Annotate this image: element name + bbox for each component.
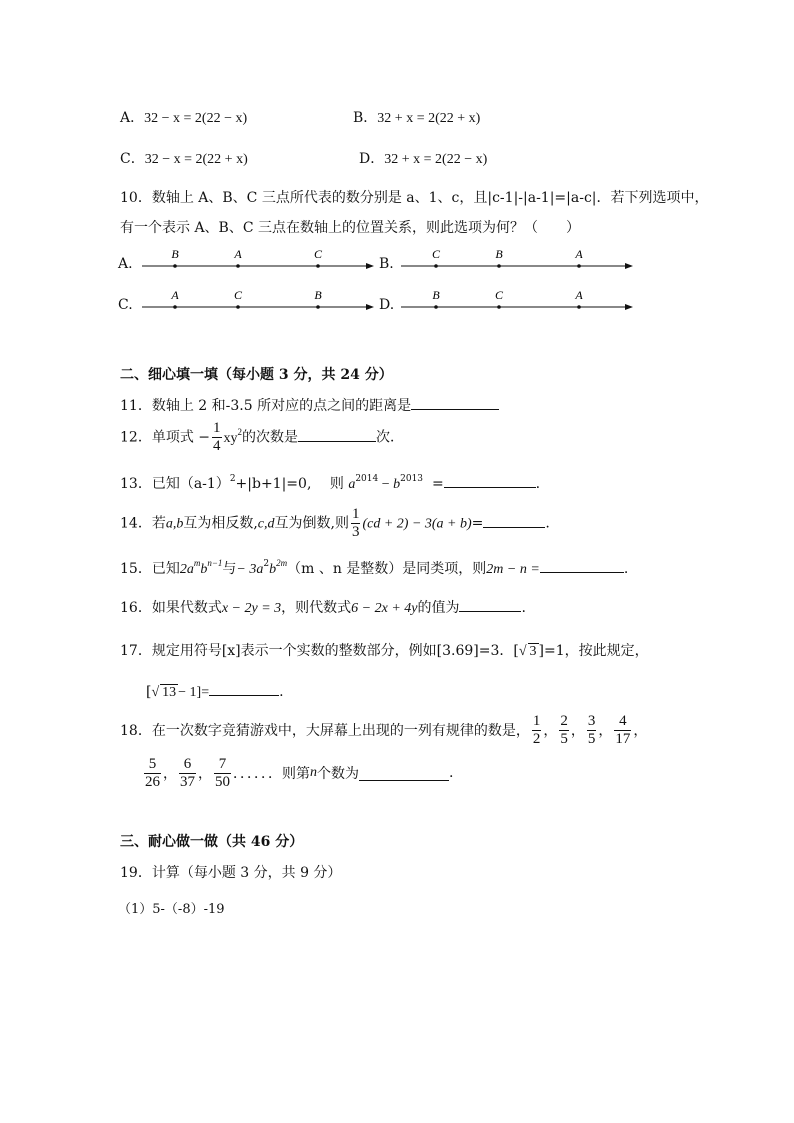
q15-expression: 2m − n =	[486, 562, 540, 577]
numerator: 5	[148, 755, 157, 772]
q11-text: 11．数轴上 2 和-3.5 所对应的点之间的距离是	[120, 398, 412, 414]
q15-prefix: 15．已知	[120, 561, 180, 577]
q16-expr2: 6 − 2x + 4y	[351, 601, 418, 616]
q10-option-d-axis	[401, 287, 633, 315]
answer-blank[interactable]	[483, 513, 545, 528]
exponent: 2m	[276, 558, 288, 568]
axis-arrow	[366, 304, 374, 310]
q17-bracket: [	[146, 684, 152, 700]
section-2-heading: 二、细心填一填（每小题 3 分，共 24 分）	[120, 367, 393, 383]
exponent: 2013	[400, 474, 424, 484]
answer-blank[interactable]	[540, 558, 624, 573]
fraction	[532, 713, 542, 748]
q9-option-a-label: A．	[120, 110, 145, 126]
answer-blank[interactable]	[359, 766, 449, 781]
var-a: a	[348, 477, 356, 492]
numerator: 2	[560, 712, 568, 729]
section-3-heading: 三、耐心做一做（共 46 分）	[120, 834, 304, 850]
q9-option-b	[353, 107, 480, 127]
period: .	[449, 765, 454, 781]
equals: =	[471, 515, 484, 532]
q10-option-d-label: D.	[379, 297, 395, 313]
q10-option-b-axis	[401, 246, 633, 274]
monomial-vars: xy	[223, 430, 238, 446]
equals: =	[431, 476, 444, 492]
q13-prefix: 13．已知（a-1）	[120, 476, 230, 492]
q14-expression: (cd + 2) − 3(a + b)	[362, 516, 472, 532]
answer-blank[interactable]	[411, 395, 499, 410]
q10-line2: 有一个表示 A、B、C 三点在数轴上的位置关系，则此选项为何？（ ）	[120, 220, 581, 236]
fraction	[614, 713, 631, 748]
exponent: 2	[263, 559, 270, 569]
q16	[120, 597, 526, 617]
exponent: n−1	[207, 558, 223, 568]
point-label: A	[234, 247, 242, 261]
q16-suffix: 的值为	[417, 600, 460, 616]
fraction	[179, 756, 196, 791]
point-label: C	[313, 247, 323, 261]
q9-option-a-equation: 32 − x = 2(22 − x)	[144, 111, 248, 126]
monomial	[223, 426, 243, 446]
point-dot	[236, 305, 240, 309]
point-label: B	[495, 247, 503, 261]
answer-blank[interactable]	[444, 473, 536, 488]
numerator: 4	[619, 712, 627, 729]
axis-arrow	[366, 263, 374, 269]
q16-prefix: 16．如果代数式	[120, 600, 222, 616]
q17-line2	[146, 681, 284, 701]
radicand: 3	[529, 644, 537, 659]
sqrt-sign: √	[518, 644, 527, 659]
fraction	[144, 756, 161, 791]
separator: ，	[633, 723, 648, 739]
q18-line2	[142, 755, 453, 791]
q17-text3: − 1]=	[178, 685, 210, 700]
minus: −	[378, 477, 394, 492]
denominator: 26	[145, 773, 160, 790]
q15-paren: （m 、n 是整数）是同类项，则	[287, 561, 487, 577]
q10-option-c-axis	[142, 287, 374, 315]
period: .	[535, 476, 541, 492]
point-dot	[236, 264, 240, 268]
point-dot	[577, 305, 581, 309]
separator: ，	[543, 723, 558, 739]
denominator: 17	[615, 730, 631, 747]
q11	[120, 395, 499, 415]
term2: − 3a	[236, 562, 264, 577]
q14-text1: 互为相反数,	[183, 515, 258, 532]
q9-option-d-label: D．	[359, 151, 385, 167]
point-label: A	[171, 288, 179, 302]
q19-title: 19．计算（每小题 3 分，共 9 分）	[120, 865, 342, 881]
point-dot	[434, 305, 438, 309]
q9-option-c	[120, 148, 248, 168]
point-dot	[497, 264, 501, 268]
q12-suffix: 次．	[376, 429, 404, 446]
period: .	[279, 684, 284, 700]
q17-text1: 17．规定用符号[x]表示一个实数的整数部分，例如[3.69]=3．[	[120, 643, 519, 659]
point-dot	[577, 264, 581, 268]
point-label: B	[432, 288, 440, 302]
q12-mid: 的次数是	[242, 429, 298, 446]
q15	[120, 558, 628, 578]
q9-option-b-equation: 32 + x = 2(22 + x)	[377, 111, 481, 126]
period: .	[545, 515, 550, 532]
q18-tail: 个数为	[317, 766, 359, 782]
q14-prefix: 14．若	[120, 515, 166, 532]
period: .	[623, 561, 629, 577]
point-label: B	[314, 288, 322, 302]
q14	[120, 506, 550, 541]
q9-option-c-equation: 32 − x = 2(22 + x)	[144, 152, 248, 167]
numerator: 7	[218, 755, 227, 772]
point-label: C	[494, 288, 504, 302]
answer-blank[interactable]	[209, 681, 279, 696]
point-label: A	[575, 288, 583, 302]
answer-blank[interactable]	[298, 427, 376, 442]
fraction	[559, 713, 569, 748]
q18-dots: ．．．．．．则第	[233, 766, 310, 782]
q10-option-b-label: B.	[379, 256, 394, 272]
separator: ，	[570, 723, 585, 739]
separator: ，	[598, 723, 613, 739]
answer-blank[interactable]	[459, 597, 521, 612]
vars-ab: a,b	[165, 516, 184, 532]
q18-line1	[120, 712, 647, 748]
q18-intro: 18．在一次数字竞猜游戏中，大屏幕上出现的一列有规律的数是，	[120, 723, 530, 739]
exponent: 2014	[355, 474, 379, 484]
point-dot	[173, 264, 177, 268]
denominator: 4	[213, 438, 221, 454]
denominator: 37	[180, 773, 195, 790]
point-label: B	[171, 247, 179, 261]
separator: ，	[198, 766, 212, 782]
q17-text2: ]=1，按此规定，	[538, 643, 649, 659]
vars-cd: c,d	[257, 516, 275, 532]
exponent: m	[193, 558, 201, 568]
point-dot	[434, 264, 438, 268]
point-dot	[497, 305, 501, 309]
q12-prefix: 12．单项式 −	[120, 429, 210, 446]
fraction	[587, 713, 597, 748]
q9-option-c-label: C．	[120, 151, 145, 167]
q10-option-a-axis	[142, 246, 374, 274]
denominator: 5	[587, 730, 596, 747]
q19-sub1: （1）5-（-8）-19	[118, 902, 225, 917]
q13	[120, 473, 540, 493]
point-label: C	[431, 247, 441, 261]
numerator: 6	[183, 755, 192, 772]
q17-line1	[120, 640, 649, 660]
numerator: 1	[351, 506, 360, 522]
q9-option-d	[359, 148, 487, 168]
q9-option-a	[120, 107, 247, 127]
point-dot	[316, 264, 320, 268]
radicand: 13	[162, 685, 177, 700]
denominator: 5	[560, 730, 568, 747]
var-b: b	[393, 477, 401, 492]
q9-option-d-equation: 32 + x = 2(22 − x)	[384, 152, 488, 167]
axis-arrow	[625, 304, 633, 310]
q14-text2: 互为倒数,则	[274, 515, 349, 532]
denominator: 3	[351, 524, 360, 540]
point-label: A	[575, 247, 583, 261]
numerator: 1	[213, 420, 221, 436]
q10-option-a-label: A.	[118, 256, 133, 272]
term1: 2a	[179, 562, 194, 577]
q16-expr1: x − 2y = 3	[221, 601, 282, 616]
point-dot	[316, 305, 320, 309]
exponent: 2	[229, 474, 236, 484]
period: .	[521, 600, 526, 616]
numerator: 1	[532, 712, 541, 729]
term2-b: b	[269, 562, 277, 577]
point-label: C	[233, 288, 243, 302]
q12	[120, 420, 404, 455]
sqrt-sign: √	[151, 685, 160, 700]
exponent: 2	[237, 426, 242, 437]
fraction	[351, 506, 361, 541]
term1-b: b	[200, 562, 208, 577]
q13-condition: +|b+1|=0, 则	[235, 476, 344, 492]
denominator: 50	[215, 773, 230, 790]
q16-mid: ，则代数式	[281, 600, 352, 616]
fraction	[212, 420, 222, 455]
denominator: 2	[532, 730, 541, 747]
numerator: 3	[587, 712, 596, 729]
q10-option-c-label: C.	[118, 297, 133, 313]
q10-line1: 10．数轴上 A、B、C 三点所代表的数分别是 a、1、c，且|c-1|-|a-1|=|a-c|．若下列选项中，	[120, 190, 709, 206]
axis-arrow	[625, 263, 633, 269]
q9-option-b-label: B．	[353, 110, 378, 126]
separator: ，	[163, 766, 177, 782]
point-dot	[173, 305, 177, 309]
fraction	[214, 756, 231, 791]
var-n: n	[310, 765, 317, 780]
q15-with: 与	[222, 561, 237, 577]
